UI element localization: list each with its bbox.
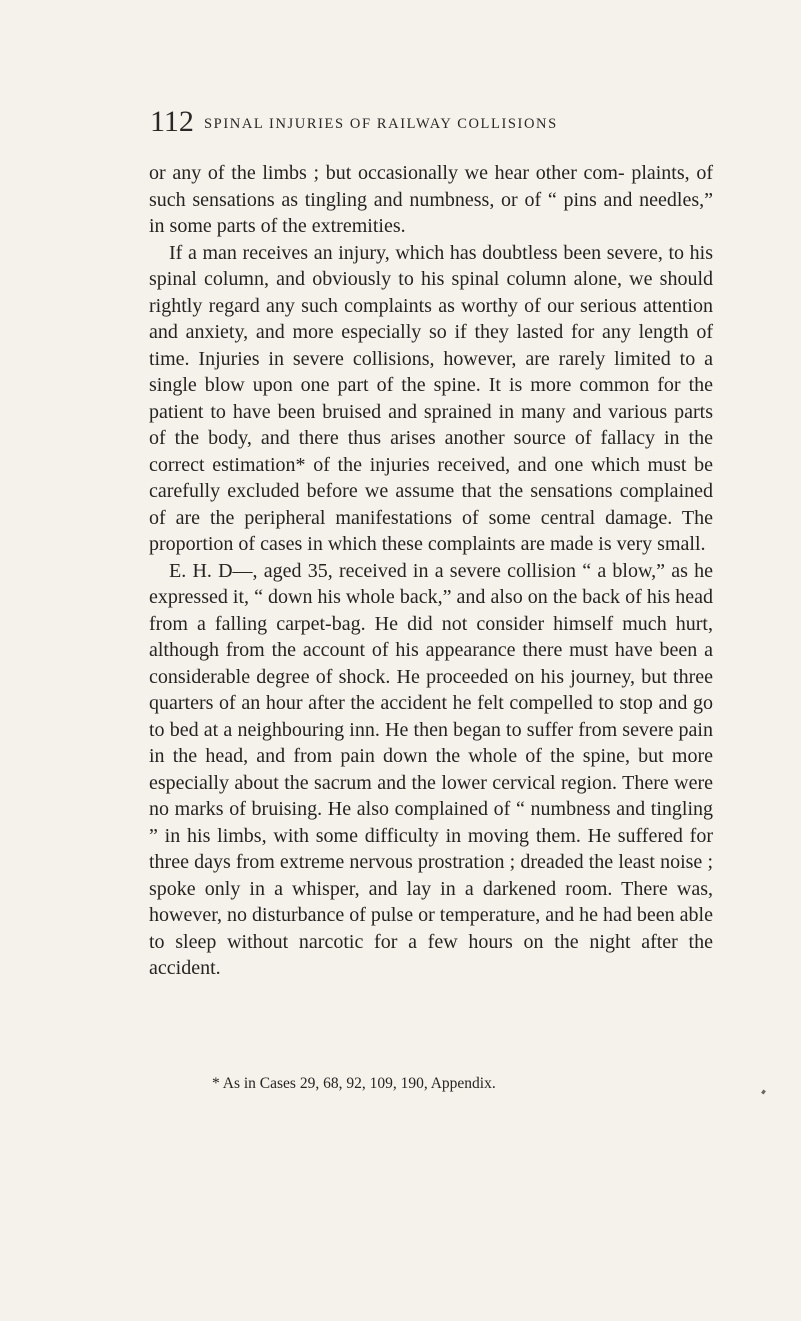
paragraph-spinal-injury: If a man receives an injury, which has doubtless been severe, to his spinal column, and obviously to his spinal column alone, we should rightly regard any such complaints as worthy of our serious attention and anxiety, and more especially so if they lasted for any length of time. Injuries in severe collisions, however, are rarely limited to a single blow upon one part of the spine. It is more common for the patient to have been bruised and sprained in many and various parts of the body, and there thus arises another source of fallacy in the correct estimation* of the injuries received, and one which must be carefully excluded before we assume that the sensations complained of are the peripheral manifestations of some central damage. The proportion of cases in which these complaints are made is very small.: [149, 241, 713, 555]
print-speck: [761, 1090, 766, 1095]
body-text: [149, 160, 713, 982]
page-number: 112: [150, 105, 194, 138]
paragraph-continuation: or any of the limbs ; but occasionally we hear other com- plaints, of such sensations as tingling and numbness, or of “ pins and needles,” in some parts of the extremities.: [149, 162, 713, 237]
footnote: * As in Cases 29, 68, 92, 109, 190, Appendix.: [212, 1075, 496, 1092]
paragraph-case-report: E. H. D—, aged 35, received in a severe collision “ a blow,” as he expressed it, “ down his whole back,” and also on the back of his head from a falling carpet-bag. He did not consider himself much hurt, although from the account of his appearance there must have been a considerable degree of shock. He proceeded on his journey, but three quarters of an hour after the accident he felt compelled to stop and go to bed at a neighbouring inn. He then began to suffer from severe pain in the head, and from pain down the whole of the spine, but more especially about the sacrum and the lower cervical region. There were no marks of bruising. He also complained of “ numbness and tingling ” in his limbs, with some difficulty in moving them. He suffered for three days from extreme nervous prostration ; dreaded the least noise ; spoke only in a whisper, and lay in a darkened room. There was, however, no disturbance of pulse or temperature, and he had been able to sleep without narcotic for a few hours on the night after the accident.: [149, 559, 713, 979]
running-title: SPINAL INJURIES OF RAILWAY COLLISIONS: [204, 116, 558, 132]
running-head: [150, 102, 710, 142]
